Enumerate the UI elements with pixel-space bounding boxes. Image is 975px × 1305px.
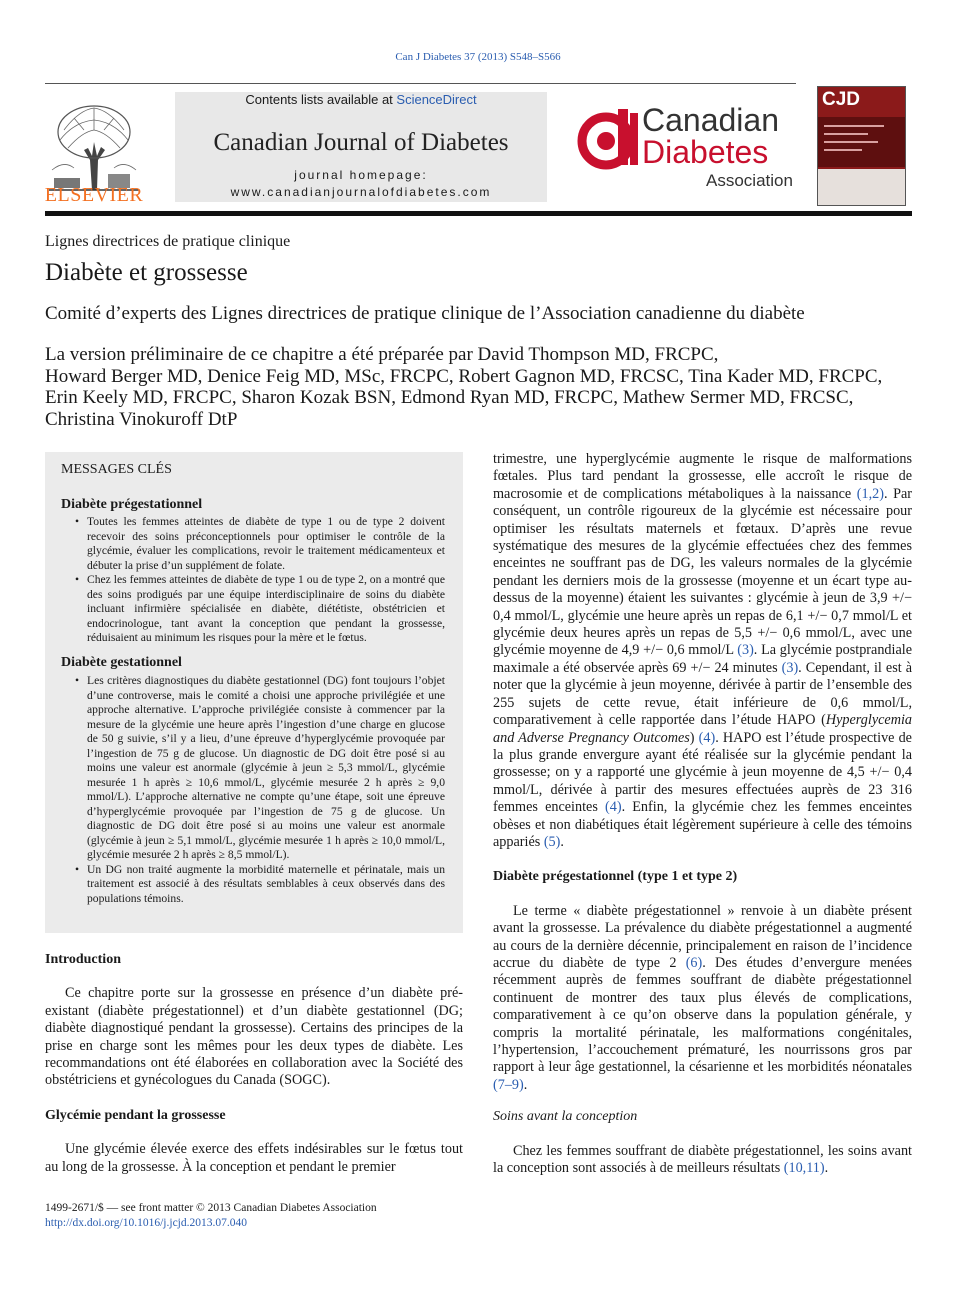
article-section-label: Lignes directrices de pratique clinique bbox=[45, 233, 291, 250]
reference-link[interactable]: (5) bbox=[543, 833, 561, 850]
journal-title: Canadian Journal of Diabetes bbox=[213, 129, 509, 156]
paragraph-pregestational: Le terme « diabète prégestationnel » renvoie à un diabète présent avant la grossesse. La prévalence du diabète prégestationnel a augmenté au cours de la dernière décennie, principalement en raison de l’incidence accrue du diabète de type 2 (6). Des études d’envergure menées récemment auprès de femmes souffrant de diabète prégestationnel continuent de montrer des taux plus élevés de complications, comparativement à ce qu’on observe dans la population générale, y compris la mortalité périnatale, les malformations congénitales, l’hypertension, l’accouchement prématuré, les nourrissons gros par rapport à leur âge gestationnel, la césarienne et les morbidités néonatales (7–9). bbox=[493, 902, 912, 1093]
section-heading-introduction: Introduction bbox=[45, 952, 121, 967]
authors-line: La version préliminaire de ce chapitre a été préparée par David Thompson MD, FRCPC, bbox=[45, 344, 719, 365]
header-rule bbox=[45, 83, 796, 84]
key-message-item: • Toutes les femmes atteintes de diabète de type 1 ou de type 2 doivent recevoir des soins préconceptionnels pour optimiser le contrôle de la glycémie, évaluer les complications, revoir le traitement médicamenteux et débuter la prise d’un supplément de folate. bbox=[87, 515, 445, 573]
doi-link[interactable]: http://dx.doi.org/10.1016/j.jcjd.2013.07.040 bbox=[45, 1217, 247, 1229]
association-name-line3: Association bbox=[706, 171, 793, 190]
section-heading-pregestational: Diabète prégestationnel (type 1 et type 2) bbox=[493, 869, 738, 885]
journal-masthead bbox=[175, 92, 547, 202]
committee-line: Comité d’experts des Lignes directrices de pratique clinique de l’Association canadienne du diabète bbox=[45, 303, 805, 324]
key-messages-subheading-gestational: Diabète gestationnel bbox=[61, 655, 182, 670]
reference-link[interactable]: (3) bbox=[781, 659, 799, 676]
reference-link[interactable]: (10,11) bbox=[783, 1160, 825, 1177]
authors-line: Erin Keely MD, FRCPC, Sharon Kozak BSN, Edmond Ryan MD, FRCPC, Mathew Sermer MD, FRCSC, bbox=[45, 387, 854, 408]
key-message-item: • Chez les femmes atteintes de diabète de type 1 ou de type 2, on a montré que des soins prodigués par une équipe interdisciplinaire de soins du diabète incluant infirmière spécialisée en diabète, diététiste, obstétricien et endocrinologue, tant avant la conception que pendant la grossesse, réduisaient au minimum les risques pour la mère et le fœtus. bbox=[87, 573, 445, 646]
key-message-item: • Les critères diagnostiques du diabète gestationnel (DG) font toujours l’objet d’une controverse, mais le comité a choisi une approche privilégiée et une approche alternative. L’approche privilégiée consiste à commencer par la mesure de la glycémie une heure après l’ingestion d’une charge en glucose de 50 g suivie, s’il y a lieu, d’une épreuve d’hyperglycémie provoquée par l’ingestion de 75 g de glucose. Un diagnostic de DG doit être posé si au moins une valeur est anormale (glycémie à jeun ≥ 5,3 mmol/L, glycémie mesurée 1 h après ≥ 10,6 mmol/L, glycémie mesurée 2 h après ≥ 9,0 mmol/L). L’approche alternative ne compte qu’une étape, soit une épreuve d’hyperglycémie provoquée par l’ingestion de 75 g de glucose. Un diagnostic de DG doit être posé si au moins une valeur est anormale (glycémie à jeun ≥ 5,1 mmol/L, glycémie mesurée 1 h après ≥ 10,0 mmol/L, glycémie mesurée 2 h après ≥ 8,5 mmol/L). bbox=[87, 674, 445, 863]
key-messages-box bbox=[45, 452, 463, 933]
reference-link[interactable]: (1,2) bbox=[856, 485, 884, 502]
sciencedirect-link[interactable]: ScienceDirect bbox=[396, 92, 477, 107]
authors-line: Howard Berger MD, Denice Feig MD, MSc, FRCPC, Robert Gagnon MD, FRCSC, Tina Kader MD, FRCPC, bbox=[45, 365, 883, 387]
contents-prefix: Contents lists available at bbox=[245, 92, 397, 107]
article-title: Diabète et grossesse bbox=[45, 259, 248, 286]
contents-availability bbox=[175, 92, 547, 107]
journal-cover-thumbnail[interactable] bbox=[817, 86, 906, 206]
cover-lower-panel bbox=[818, 169, 905, 205]
paragraph-glycemia-cont: trimestre, une hyperglycémie augmente le risque de malformations fœtales. Plus tard pendant la grossesse, elle accroît le risque de macrosomie et de complications métaboliques à la naissance (1,2). Par conséquent, un contrôle rigoureux de la glycémie est nécessaire pour optimiser les résultats maternels et fœtaux. D’après une revue systématique des mesures de la glycémie effectuées chez des femmes enceintes ne souffrant pas de DG, les valeurs normales de la glycémie pendant les derniers mois de la grossesse (moyenne et un écart type au-dessus de la moyenne) étaient les suivantes : glycémie à jeun de 3,9 +/− 0,4 mmol/L, glycémie une heure après un repas de 6,1 +/− 0,7 mmol/L et glycémie deux heures après un repas de 5,5 +/− 0,6 mmol/L, avec une glycémie moyenne de 4,9 +/− 0,6 mmol/L (3). La glycémie postprandiale maximale a été observée après 69 +/− 24 minutes (3). Cependant, il est à noter que la glycémie à jeun moyenne, dérivée à partir de l’ensemble des 255 sujets de cette revue, était inférieure de 0,6 mmol/L, comparativement à celle rapportée dans l’étude HAPO (Hyperglycemia and Adverse Pregnancy Outcomes) (4). HAPO est l’étude prospective de la plus grande envergure ayant été réalisée sur la glycémie pendant la grossesse; on y a rapporté une glycémie à jeun moyenne de 4,5 +/− 0,4 mmol/L, dérivée à partir des mesures effectuées auprès de 23 316 femmes enceintes (4). Enfin, la glycémie chez les femmes enceintes obèses et non diabétiques était légèrement supérieure à celle des témoins appariés (5). bbox=[493, 451, 912, 850]
homepage-url[interactable]: www.canadianjournalofdiabetes.com bbox=[230, 185, 492, 199]
reference-link[interactable]: (3) bbox=[737, 642, 754, 659]
key-messages-heading: MESSAGES CLÉS bbox=[61, 462, 172, 477]
authors-block bbox=[45, 344, 915, 430]
key-messages-subheading-pregestational: Diabète prégestationnel bbox=[61, 497, 203, 512]
association-name-line1: Canadian bbox=[642, 102, 779, 138]
cover-band bbox=[818, 117, 905, 167]
header-thick-rule bbox=[45, 211, 912, 216]
reference-link[interactable]: (6) bbox=[685, 954, 703, 971]
publisher-wordmark: ELSEVIER bbox=[44, 184, 144, 206]
journal-citation[interactable]: Can J Diabetes 37 (2013) S548–S566 bbox=[395, 51, 561, 63]
paragraph-introduction: Ce chapitre porte sur la grossesse en présence d’un diabète pré-existant (diabète prégestationnel) et d’un diabète gestationnel (DG; diabète diagnostiqué pendant la grossesse). Certains des principes de la prise en charge sont les mêmes pour les deux types de diabète. Les recommandations ont été élaborées en collaboration avec la Société des obstétriciens et gynécologues du Canada (SOGC). bbox=[45, 985, 463, 1089]
right-column bbox=[493, 451, 912, 1177]
homepage-label: journal homepage: bbox=[294, 168, 428, 182]
key-messages-list-pregestational bbox=[87, 515, 445, 646]
association-name-line2: Diabetes bbox=[642, 134, 769, 170]
cover-title: CJD bbox=[822, 89, 861, 110]
section-heading-glycemia: Glycémie pendant la grossesse bbox=[45, 1107, 226, 1123]
cda-logo-icon bbox=[576, 107, 640, 171]
reference-link[interactable]: (4) bbox=[605, 799, 622, 816]
subsection-heading-preconception: Soins avant la conception bbox=[493, 1109, 638, 1125]
left-column bbox=[45, 951, 463, 1176]
key-messages-list-gestational bbox=[87, 674, 445, 906]
key-message-item: • Un DG non traité augmente la morbidité maternelle et périnatale, mais un traitement est associé à des résultats semblables à ceux observés dans des populations témoins. bbox=[87, 863, 445, 907]
paragraph-glycemia: Une glycémie élevée exerce des effets indésirables sur le fœtus tout au long de la grossesse. À la conception et pendant le premier bbox=[45, 1141, 463, 1175]
authors-line: Christina Vinokuroff DtP bbox=[45, 408, 238, 430]
paragraph-preconception: Chez les femmes souffrant de diabète prégestationnel, les soins avant la conception sont associés à de meilleurs résultats (10,11). bbox=[493, 1142, 912, 1177]
reference-link[interactable]: (4) bbox=[698, 729, 716, 746]
copyright-line: 1499-2671/$ — see front matter © 2013 Canadian Diabetes Association bbox=[45, 1202, 377, 1214]
reference-link[interactable]: (7–9) bbox=[493, 1076, 524, 1093]
